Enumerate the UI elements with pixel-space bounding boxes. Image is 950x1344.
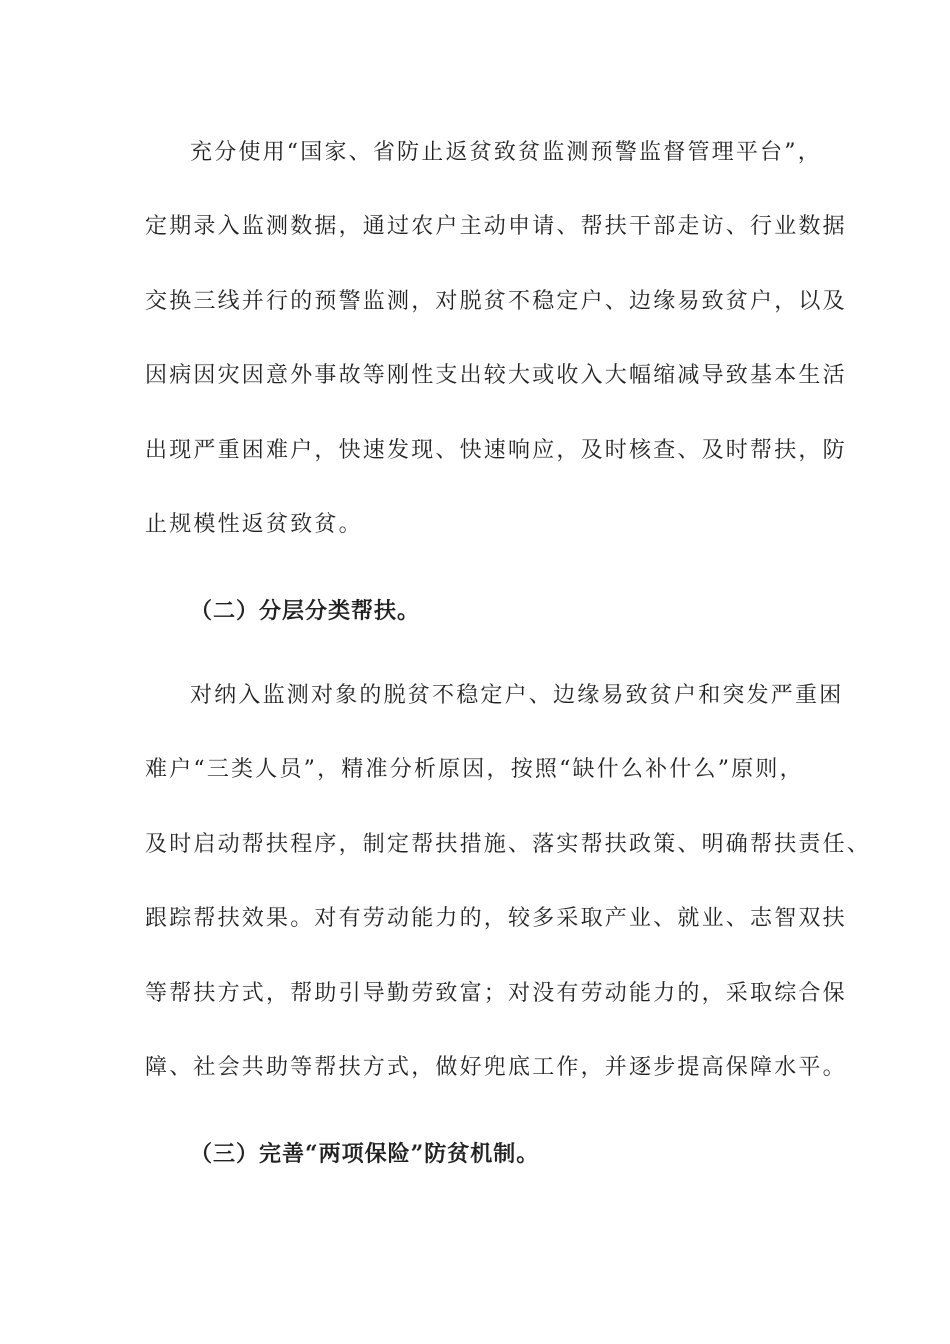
paragraph-line: 障、社会共助等帮扶方式，做好兜底工作，并逐步提高保障水平。: [145, 1055, 847, 1080]
paragraph-line: 充分使用“国家、省防止返贫致贫监测预警监督管理平台”，: [190, 140, 822, 165]
section-heading: （二）分层分类帮扶。: [190, 598, 421, 624]
paragraph-line: 出现严重困难户，快速发现、快速响应，及时核查、及时帮扶，防: [145, 438, 847, 463]
paragraph-line: 跟踪帮扶效果。对有劳动能力的，较多采取产业、就业、志智双扶: [145, 906, 847, 931]
section-heading: （三）完善“两项保险”防贫机制。: [190, 1141, 540, 1167]
paragraph-line: 交换三线并行的预警监测，对脱贫不稳定户、边缘易致贫户，以及: [145, 289, 847, 314]
paragraph-line: 难户“三类人员”，精准分析原因，按照“缺什么补什么”原则，: [145, 757, 804, 782]
paragraph-line: 定期录入监测数据，通过农户主动申请、帮扶干部走访、行业数据: [145, 214, 847, 239]
paragraph-line: 等帮扶方式，帮助引导勤劳致富；对没有劳动能力的，采取综合保: [145, 981, 847, 1006]
paragraph-line: 对纳入监测对象的脱贫不稳定户、边缘易致贫户和突发严重困: [190, 683, 844, 708]
paragraph-line: 因病因灾因意外事故等刚性支出较大或收入大幅缩减导致基本生活: [145, 363, 847, 388]
paragraph-line: 止规模性返贫致贫。: [145, 512, 363, 537]
paragraph-line: 及时启动帮扶程序，制定帮扶措施、落实帮扶政策、明确帮扶责任、: [145, 832, 872, 857]
